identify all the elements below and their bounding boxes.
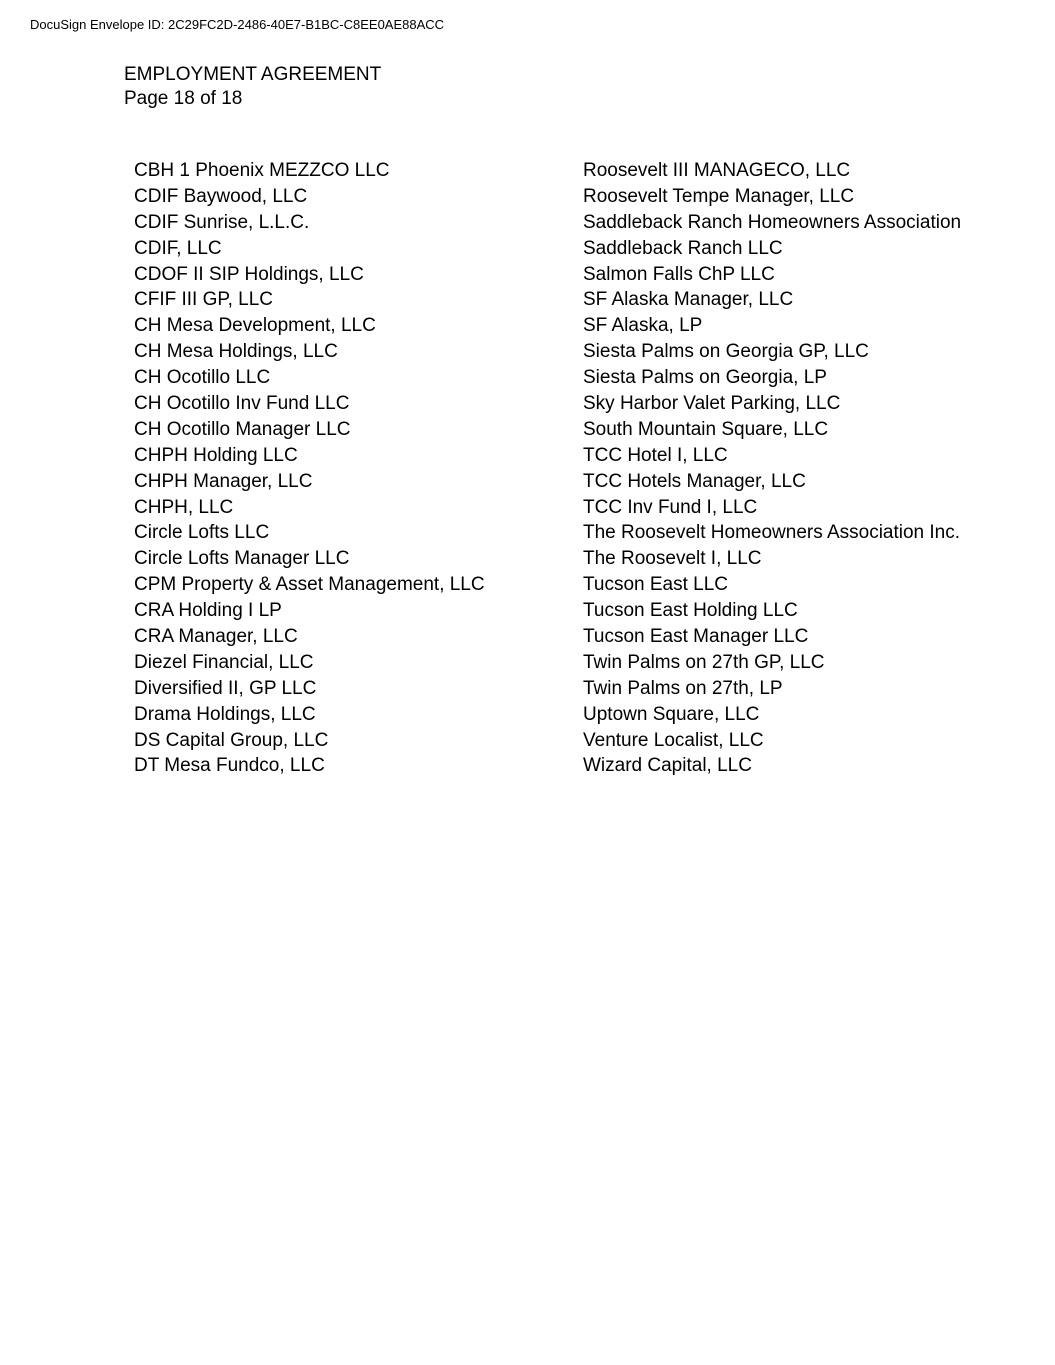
- entity-name: CH Mesa Development, LLC: [134, 315, 376, 337]
- entity-name: TCC Hotels Manager, LLC: [583, 470, 806, 492]
- entity-name: Saddleback Ranch LLC: [583, 237, 783, 259]
- entity-name: The Roosevelt Homeowners Association Inc.: [583, 522, 961, 544]
- entity-name: Sky Harbor Valet Parking, LLC: [583, 393, 841, 415]
- entity-name: CPM Property & Asset Management, LLC: [134, 574, 485, 596]
- entity-name: Circle Lofts LLC: [134, 522, 270, 544]
- entity-name: Tucson East Holding LLC: [583, 600, 798, 622]
- entity-name: CH Ocotillo LLC: [134, 367, 271, 389]
- entity-name: CHPH, LLC: [134, 496, 234, 518]
- entity-name: CDIF Sunrise, L.L.C.: [134, 211, 310, 233]
- entity-name: SF Alaska Manager, LLC: [583, 289, 794, 311]
- entity-name: Diversified II, GP LLC: [134, 677, 317, 699]
- entity-name: Siesta Palms on Georgia GP, LLC: [583, 341, 869, 363]
- entity-list-right: [583, 158, 1043, 779]
- entity-name: Roosevelt Tempe Manager, LLC: [583, 185, 855, 207]
- document-title: EMPLOYMENT AGREEMENT: [124, 64, 382, 85]
- entity-name: Twin Palms on 27th GP, LLC: [583, 651, 825, 673]
- entity-name: CHPH Holding LLC: [134, 444, 298, 466]
- docusign-envelope-id: DocuSign Envelope ID: 2C29FC2D-2486-40E7-B1BC-C8EE0AE88ACC: [30, 17, 445, 32]
- entity-name: CBH 1 Phoenix MEZZCO LLC: [134, 160, 390, 181]
- page-number: Page 18 of 18: [124, 88, 243, 109]
- entity-name: CRA Manager, LLC: [134, 626, 298, 648]
- entity-name: Saddleback Ranch Homeowners Association: [583, 211, 962, 233]
- entity-name: CH Mesa Holdings, LLC: [134, 341, 338, 363]
- entity-name: DT Mesa Fundco, LLC: [134, 755, 325, 777]
- entity-name: CFIF III GP, LLC: [134, 289, 274, 311]
- entity-name: CDIF Baywood, LLC: [134, 185, 308, 207]
- entity-name: Salmon Falls ChP LLC: [583, 263, 775, 285]
- entity-name: TCC Hotel I, LLC: [583, 444, 728, 466]
- entity-name: CH Ocotillo Manager LLC: [134, 418, 351, 440]
- entity-name: Drama Holdings, LLC: [134, 703, 316, 725]
- entity-name: Siesta Palms on Georgia, LP: [583, 367, 827, 389]
- entity-name: Venture Localist, LLC: [583, 729, 764, 751]
- entity-name: DS Capital Group, LLC: [134, 729, 329, 751]
- entity-name: Tucson East Manager LLC: [583, 626, 809, 648]
- entity-name: South Mountain Square, LLC: [583, 418, 829, 440]
- entity-name: TCC Inv Fund I, LLC: [583, 496, 758, 518]
- entity-name: Uptown Square, LLC: [583, 703, 760, 725]
- entity-name: CDIF, LLC: [134, 237, 222, 259]
- entity-name: Twin Palms on 27th, LP: [583, 677, 783, 699]
- entity-name: Tucson East LLC: [583, 574, 729, 596]
- entity-name: Wizard Capital, LLC: [583, 755, 752, 777]
- entity-name: CHPH Manager, LLC: [134, 470, 313, 492]
- entity-name: CRA Holding I LP: [134, 600, 282, 622]
- entity-name: Roosevelt III MANAGECO, LLC: [583, 160, 851, 181]
- entity-name: Diezel Financial, LLC: [134, 651, 314, 673]
- entity-name: Circle Lofts Manager LLC: [134, 548, 350, 570]
- entity-name: SF Alaska, LP: [583, 315, 703, 337]
- entity-list-left: [134, 158, 564, 779]
- entity-name: The Roosevelt I, LLC: [583, 548, 762, 570]
- entity-name: CH Ocotillo Inv Fund LLC: [134, 393, 350, 415]
- entity-name: CDOF II SIP Holdings, LLC: [134, 263, 364, 285]
